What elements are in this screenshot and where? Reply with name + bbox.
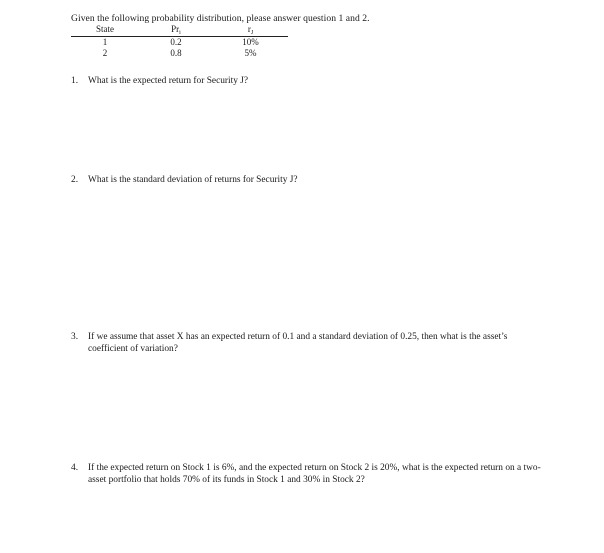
cell-state: 2 xyxy=(102,48,108,58)
cell-return: 5% xyxy=(244,48,257,58)
question-3 xyxy=(71,332,541,355)
header-return-label: r xyxy=(247,24,251,34)
header-probability-label: Pr xyxy=(171,24,180,34)
cell-return: 10% xyxy=(242,37,259,47)
question-number: 3. xyxy=(71,332,79,342)
question-text: If we assume that asset X has an expected return of 0.1 and a standard deviation of 0.25, then what is the asset’s coefficient of variation? xyxy=(88,332,508,354)
header-probability-subscript: i xyxy=(179,30,181,36)
header-state: State xyxy=(96,24,114,34)
table-header-row xyxy=(71,24,288,37)
question-text: What is the expected return for Security J? xyxy=(88,76,249,86)
cell-probability: 0.2 xyxy=(170,37,182,47)
cell-probability: 0.8 xyxy=(170,48,182,58)
question-4 xyxy=(71,463,541,486)
probability-distribution-table xyxy=(71,24,288,59)
question-text: What is the standard deviation of returns for Security J? xyxy=(88,175,298,185)
header-return xyxy=(213,24,288,36)
question-2 xyxy=(71,175,541,187)
table-row xyxy=(71,37,288,48)
question-number: 2. xyxy=(71,175,79,185)
question-number: 1. xyxy=(71,76,79,86)
header-probability xyxy=(139,24,213,36)
table-row xyxy=(71,48,288,59)
question-1 xyxy=(71,76,541,88)
cell-state: 1 xyxy=(102,37,108,47)
header-return-subscript: J xyxy=(250,30,254,36)
question-number: 4. xyxy=(71,463,79,473)
intro-text: Given the following probability distribution, please answer question 1 and 2. xyxy=(71,13,370,24)
question-text: If the expected return on Stock 1 is 6%, and the expected return on Stock 2 is 20%, what is the expected return on a two-asset portfolio that holds 70% of its funds in Stock 1 and 30% in Stock 2? xyxy=(88,463,541,485)
